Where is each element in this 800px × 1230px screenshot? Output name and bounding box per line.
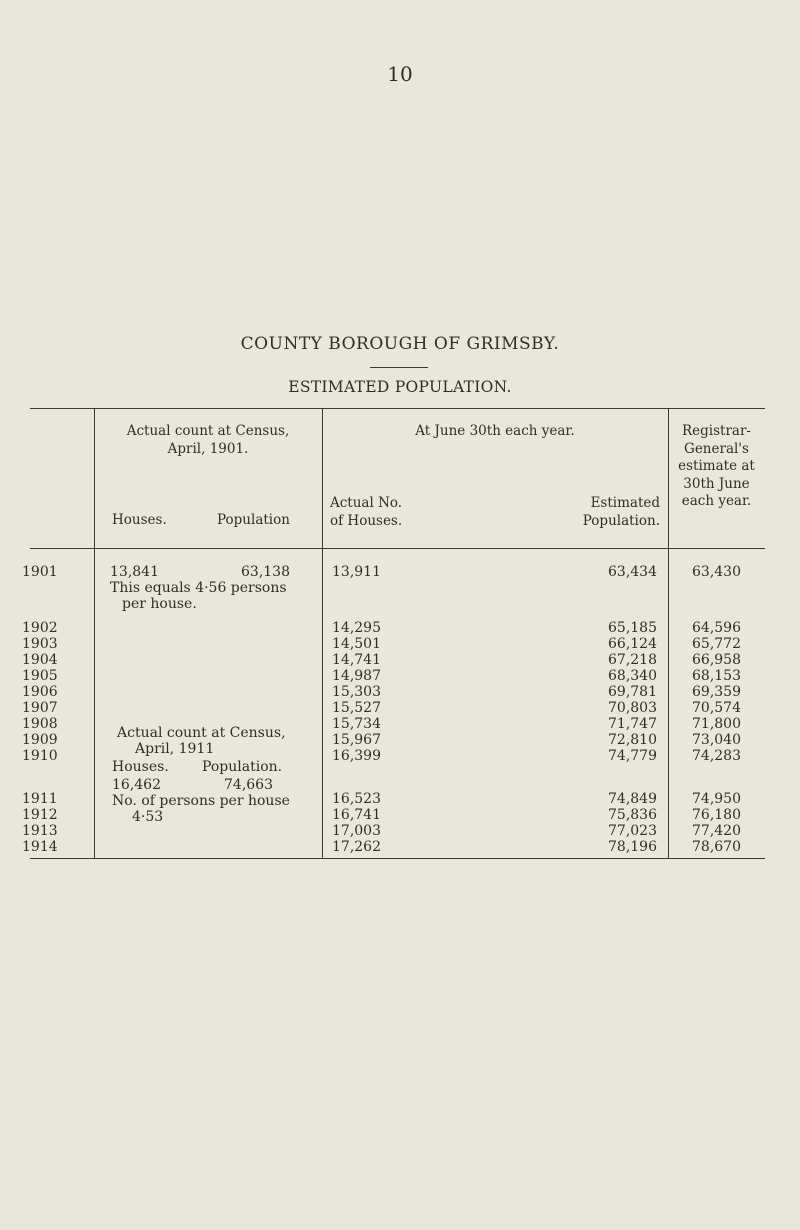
census-1911-note: No. of persons per house	[112, 793, 290, 809]
row-estimated-population: 63,434	[608, 564, 657, 580]
census-1901-population: 63,138	[241, 564, 290, 580]
row-year: 1903	[22, 636, 58, 652]
row-registrar-general-estimate: 78,670	[692, 839, 741, 855]
row-year: 1904	[22, 652, 58, 668]
row-actual-houses: 17,003	[332, 823, 381, 839]
census-1911-note: 4·53	[132, 809, 164, 825]
header-actual-no-houses: Actual No. of Houses.	[330, 495, 403, 529]
row-actual-houses: 14,295	[332, 620, 381, 636]
census-1901-houses: 13,841	[110, 564, 159, 580]
census-1911-note: April, 1911	[135, 741, 215, 757]
table-title: ESTIMATED POPULATION.	[288, 378, 512, 396]
row-actual-houses: 15,303	[332, 684, 381, 700]
row-estimated-population: 78,196	[608, 839, 657, 855]
row-actual-houses: 14,987	[332, 668, 381, 684]
table-bottom-rule	[30, 858, 765, 859]
census-1901-note: per house.	[122, 596, 197, 612]
row-estimated-population: 77,023	[608, 823, 657, 839]
page-number: 10	[387, 62, 413, 86]
census-1911-note: Actual count at Census,	[117, 725, 286, 741]
row-year: 1909	[22, 732, 58, 748]
row-registrar-general-estimate: 73,040	[692, 732, 741, 748]
row-actual-houses: 15,967	[332, 732, 381, 748]
row-year: 1913	[22, 823, 58, 839]
row-year: 1905	[22, 668, 58, 684]
row-registrar-general-estimate: 63,430	[692, 564, 741, 580]
census-1901-note: This equals 4·56 persons	[110, 580, 287, 596]
row-actual-houses: 16,399	[332, 748, 381, 764]
title-divider	[370, 367, 428, 368]
row-year: 1906	[22, 684, 58, 700]
row-estimated-population: 68,340	[608, 668, 657, 684]
row-year: 1912	[22, 807, 58, 823]
census-1911-population-label: Population.	[202, 759, 283, 775]
row-estimated-population: 74,779	[608, 748, 657, 764]
row-registrar-general-estimate: 64,596	[692, 620, 741, 636]
row-estimated-population: 71,747	[608, 716, 657, 732]
row-year: 1902	[22, 620, 58, 636]
row-actual-houses: 17,262	[332, 839, 381, 855]
row-estimated-population: 75,836	[608, 807, 657, 823]
row-registrar-general-estimate: 74,950	[692, 791, 741, 807]
row-registrar-general-estimate: 71,800	[692, 716, 741, 732]
header-estimated-population: Estimated Population.	[582, 495, 660, 529]
row-actual-houses: 16,523	[332, 791, 381, 807]
row-estimated-population: 66,124	[608, 636, 657, 652]
header-houses: Houses.	[112, 512, 167, 528]
row-registrar-general-estimate: 66,958	[692, 652, 741, 668]
row-registrar-general-estimate: 68,153	[692, 668, 741, 684]
row-actual-houses: 13,911	[332, 564, 381, 580]
document-title: COUNTY BOROUGH OF GRIMSBY.	[240, 334, 560, 354]
row-year: 1901	[22, 564, 58, 580]
row-year: 1907	[22, 700, 58, 716]
row-registrar-general-estimate: 70,574	[692, 700, 741, 716]
column-divider	[322, 408, 323, 858]
row-year: 1911	[22, 791, 58, 807]
header-census-1901: Actual count at Census, April, 1901.	[126, 423, 290, 457]
row-estimated-population: 67,218	[608, 652, 657, 668]
row-registrar-general-estimate: 74,283	[692, 748, 741, 764]
header-june-group: At June 30th each year.	[415, 423, 575, 439]
row-actual-houses: 15,734	[332, 716, 381, 732]
header-registrar-general: Registrar- General's estimate at 30th June each year.	[678, 423, 755, 509]
row-actual-houses: 16,741	[332, 807, 381, 823]
row-estimated-population: 69,781	[608, 684, 657, 700]
row-actual-houses: 14,741	[332, 652, 381, 668]
header-bottom-rule	[30, 548, 765, 549]
row-registrar-general-estimate: 69,359	[692, 684, 741, 700]
row-actual-houses: 15,527	[332, 700, 381, 716]
row-estimated-population: 74,849	[608, 791, 657, 807]
census-1911-population: 74,663	[224, 777, 273, 793]
row-estimated-population: 72,810	[608, 732, 657, 748]
row-year: 1908	[22, 716, 58, 732]
row-actual-houses: 14,501	[332, 636, 381, 652]
row-year: 1914	[22, 839, 58, 855]
header-population: Population	[217, 512, 290, 528]
census-1911-houses-label: Houses.	[112, 759, 169, 775]
row-estimated-population: 65,185	[608, 620, 657, 636]
row-estimated-population: 70,803	[608, 700, 657, 716]
row-registrar-general-estimate: 76,180	[692, 807, 741, 823]
table-top-rule	[30, 408, 765, 409]
census-1911-houses: 16,462	[112, 777, 161, 793]
column-divider	[94, 408, 95, 858]
row-registrar-general-estimate: 77,420	[692, 823, 741, 839]
row-registrar-general-estimate: 65,772	[692, 636, 741, 652]
row-year: 1910	[22, 748, 58, 764]
